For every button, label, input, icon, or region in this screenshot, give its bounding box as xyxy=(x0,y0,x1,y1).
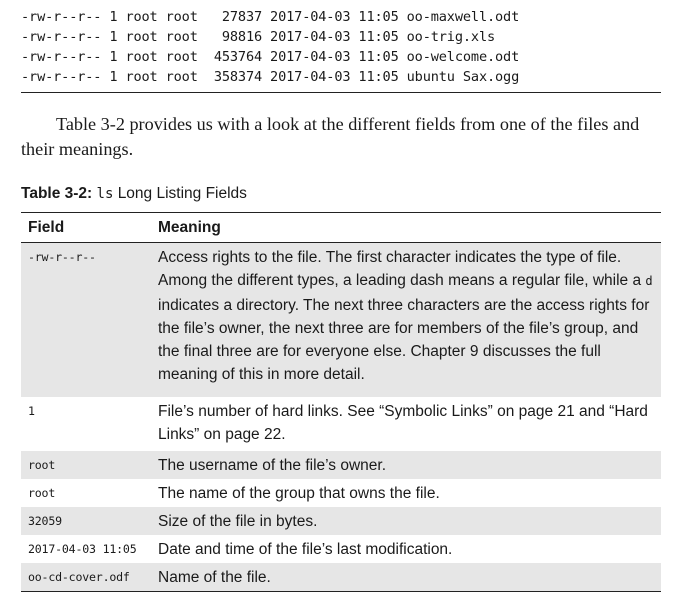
header-meaning: Meaning xyxy=(158,218,221,236)
meaning-inline-code: d xyxy=(645,274,653,289)
caption-command: ls xyxy=(96,186,114,202)
table-row xyxy=(21,397,661,451)
table-header xyxy=(21,213,661,243)
meaning-cell: The username of the file’s owner. xyxy=(158,457,387,474)
header-field: Field xyxy=(28,218,65,236)
table-row xyxy=(21,535,661,563)
listing-line: -rw-r--r-- 1 root root 27837 2017-04-03 11:05 oo-maxwell.odt xyxy=(21,9,520,25)
meaning-cell xyxy=(158,246,661,387)
table-row xyxy=(21,507,661,535)
field-cell: -rw-r--r-- xyxy=(28,250,96,264)
meaning-text: Access rights to the file. The first character indicates the type of file. Among the different types, a leading dash means a regular file, while a xyxy=(158,249,646,290)
listing-line: -rw-r--r-- 1 root root 98816 2017-04-03 11:05 oo-trig.xls xyxy=(21,29,496,45)
meaning-cell: Date and time of the file’s last modification. xyxy=(158,541,453,558)
code-listing xyxy=(21,7,661,93)
field-cell: 32059 xyxy=(28,514,62,528)
field-cell: 2017-04-03 11:05 xyxy=(28,542,137,556)
field-cell: root xyxy=(28,458,56,472)
table-row xyxy=(21,243,661,397)
listing-line: -rw-r--r-- 1 root root 358374 2017-04-03 11:05 ubuntu Sax.ogg xyxy=(21,69,520,85)
fields-table xyxy=(21,212,661,592)
meaning-cell: Size of the file in bytes. xyxy=(158,513,318,530)
field-cell: oo-cd-cover.odf xyxy=(28,570,130,584)
field-cell: root xyxy=(28,486,56,500)
table-number: Table 3-2: xyxy=(21,185,93,202)
table-caption xyxy=(21,184,247,204)
listing-line: -rw-r--r-- 1 root root 453764 2017-04-03 11:05 oo-welcome.odt xyxy=(21,49,520,65)
meaning-cell: File’s number of hard links. See “Symbolic Links” on page 21 and “Hard Links” on page 22. xyxy=(158,403,648,444)
table-row xyxy=(21,563,661,591)
body-paragraph: Table 3-2 provides us with a look at the different fields from one of the files and their meanings. xyxy=(21,114,640,159)
table-row xyxy=(21,451,661,479)
caption-title: Long Listing Fields xyxy=(117,185,247,202)
table-row xyxy=(21,479,661,507)
meaning-cell: Name of the file. xyxy=(158,569,271,586)
meaning-cell: The name of the group that owns the file. xyxy=(158,485,440,502)
field-cell: 1 xyxy=(28,404,35,418)
meaning-text: indicates a directory. The next three characters are the access rights for the file’s owner, the next three are for members of the file’s group, and the final three are for everyone else. Chapter 9 discusses the full meaning of this in more detail. xyxy=(158,296,650,384)
